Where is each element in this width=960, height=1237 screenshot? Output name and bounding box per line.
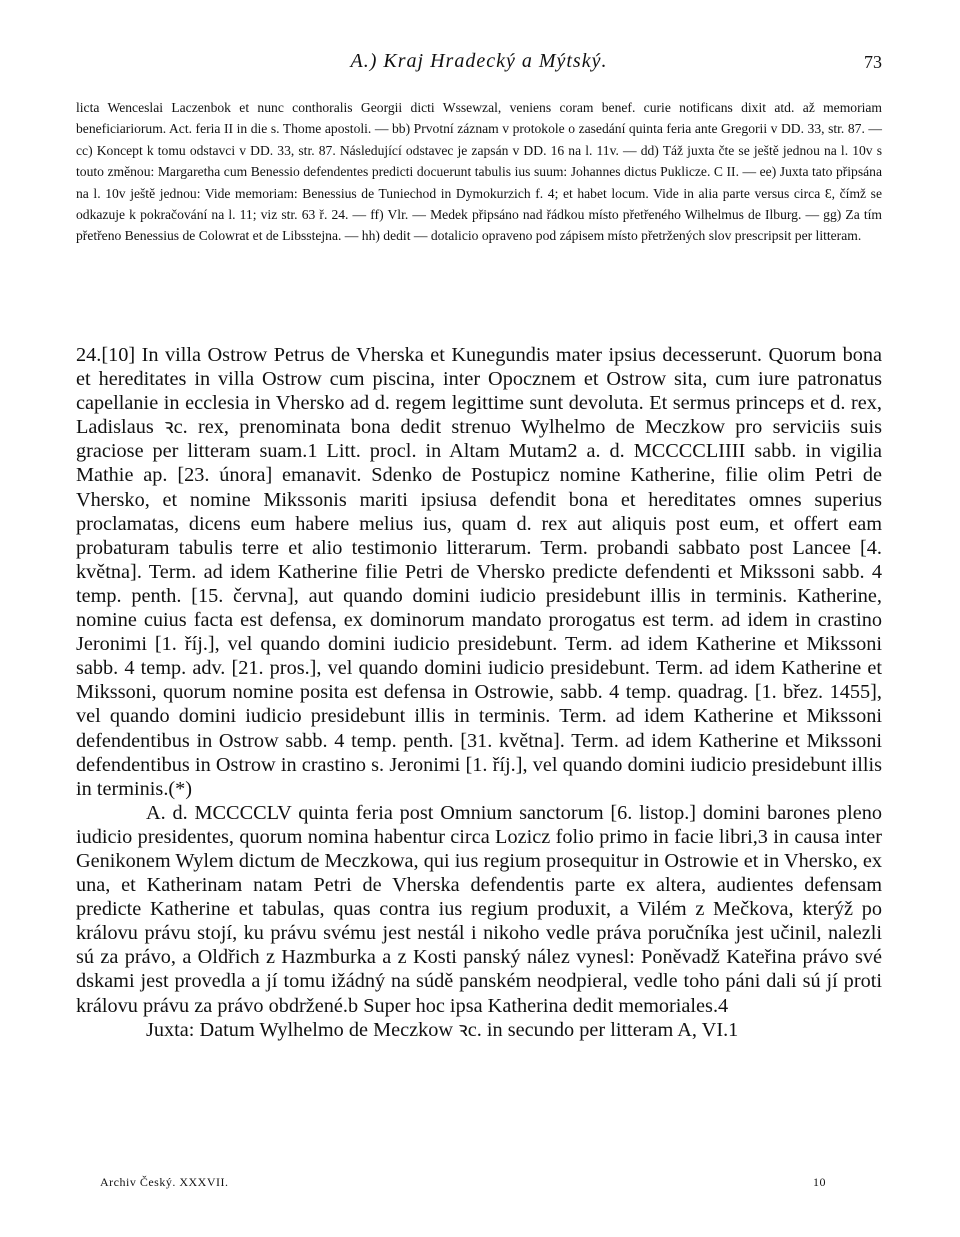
entry-24-paragraph: 24.[10] In villa Ostrow Petrus de Vherska et Kunegundis mater ipsius decesserunt. Quorum bona et hereditates in villa Ostrow cum piscina, inter Opocznem et Ostrow sita, cum iure patronatus capellanie in ecclesia in Vhersko ad d. regem legittime sunt devoluta. Et sermus princeps et d. rex, Ladislaus ꝛc. rex, prenominata bona dedit strenuo Wylhelmo de Meczkow pro serviciis suis graciose per litteram suam.1 Litt. procl. in Altam Mutam2 a. d. MCCCCLIIII sabb. in vigilia Mathie ap. [23. února] emanavit. Sdenko de Postupicz nomine Katherine, filie olim Petri de Vhersko, et nomine Mikssonis mariti ipsiusa defendit bona et hereditates omnes superius proclamatas, dicens eum habere melius ius, quam d. rex aut aliquis post eum, et offert eam probaturam tabulis terre et alio testimonio litterarum. Term. probandi sabbato post Lancee [4. května]. Term. ad idem Katherine filie Petri de Vhersko predicte defendenti et Mikssoni sabb. 4 temp. penth. [15. června], aut quando domini iudicio presidebunt illis in terminis. Katherine, nomine cuius facta est defensa, ex dominorum mandato prorogatus est term. ad idem in crastino Jeronimi [1. říj.], vel quando domini iudicio presidebunt. Term. ad idem Katherine et Mikssoni sabb. 4 temp. adv. [21. pros.], vel quando domini iudicio presidebunt. Term. ad idem Katherine et Mikssoni, quorum nomine posita est defensa in Ostrowie, sabb. 4 temp. quadrag. [1. břez. 1455], vel quando domini iudicio presidebunt illis in terminis. Term. ad idem Katherine et Mikssoni defendentibus in Ostrow sabb. 4 temp. penth. [31. května]. Term. ad idem Katherine et Mikssoni defendentibus in Ostrow in crastino s. Jeronimi [1. říj.], vel quando domini iudicio presidebunt illis in terminis.(*) xyxy=(76,344,882,800)
sheet-number: 10 xyxy=(813,1175,826,1189)
main-text xyxy=(76,343,882,1042)
page-header xyxy=(76,50,882,80)
running-title: A.) Kraj Hradecký a Mýtský. xyxy=(350,50,608,72)
juxta-paragraph: Juxta: Datum Wylhelmo de Meczkow ꝛc. in secundo per litteram A, VI.1 xyxy=(146,1018,739,1041)
critical-apparatus-notes: licta Wenceslai Laczenbok et nunc conthoralis Georgii dicti Wssewzal, veniens coram benef. curie notificans dixit atd. až memoriam beneficiariorum. Act. feria II in die s. Thome apostoli. — bb) Prvotní záznam v protokole o zasedání quinta feria ante Gregorii v DD. 33, str. 87. — cc) Koncept k tomu odstavci v DD. 33, str. 87. Následující odstavec je zapsán v DD. 16 na l. 11v. — dd) Táž juxta čte se ještě jednou na l. 10v s touto změnou: Margaretha cum Benessio defendentes predicti docuerunt tabulis ius suum: Johannes dictus Puklicze. C II. — ee) Juxta tato připsána na l. 10v ještě jednou: Vide memoriam: Benessius de Tuniechod in Dymokurzich f. 4; et habet locum. Vide in alia parte versus circa Ɛ, čímž se odkazuje k pokračování na l. 11; viz str. 63 ř. 24. — ff) Vlr. — Medek připsáno nad řádkou místo přetřeného Wilhelmus de Ilburg. — gg) Za tím přetřeno Benessius de Colowrat et de Libsstejna. — hh) dedit — dotalicio opraveno pod zápisem místo přetržených slov prescripsit per litteram. xyxy=(76,100,882,244)
page-number: 73 xyxy=(864,52,882,72)
page-footer xyxy=(100,1175,826,1195)
judgment-paragraph: A. d. MCCCCLV quinta feria post Omnium sanctorum [6. listop.] domini barones pleno iudicio presidentes, quorum nomina habentur circa Lozicz folio primo in facie libri,3 in causa inter Genikonem Wylem dictum de Meczkowa, qui ius regium prosequitur in Ostrowie et in Vhersko, ex una, et Katherinam natam Petri de Vherska defendentis parte ex altera, audientes defensam predicte Katherine et tabulas, quas contra ius regium produxit, a Vilém z Mečkova, kterýž po královu právu stojí, ku právu svému jest nestál i nikoho vedle práva poručníka jest učinil, nalezli sú za právo, a Oldřich z Hazmburka a z Kosti panský nález vynesl: Poněvadž Kateřina právo své dskami jest provedla a jí tomu ižádný na súdě panském neodpieral, vedle toho páni dali sú jí proti královu právu za právo obdržené.b Super hoc ipsa Katherina dedit memoriales.4 xyxy=(76,801,882,1017)
signature-mark: Archiv Český. XXXVII. xyxy=(100,1175,229,1189)
